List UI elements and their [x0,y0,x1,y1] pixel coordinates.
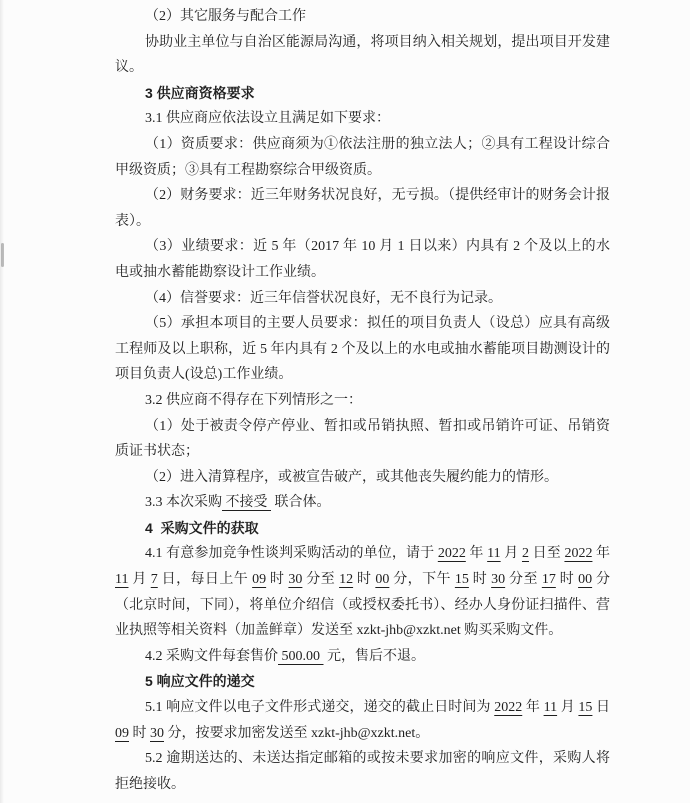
underlined-text: 500.00 [278,648,324,664]
text-run: 5.2 逾期送达的、未送达指定邮箱的或按未要求加密的响应文件，采购人将拒绝接收。 [115,751,610,792]
underlined-text: 11 [543,700,558,716]
underlined-text: 30 [150,725,164,741]
underlined-text: 00 [375,572,390,588]
text-run: （2）进入清算程序，或被宣告破产，或其他丧失履约能力的情形。 [145,469,558,485]
text-run: 日 [592,700,614,716]
underlined-text: 11 [115,572,129,588]
text-run: （4）信誉要求：近三年信誉状况良好，无不良行为记录。 [145,290,502,306]
text-run: 3.3 本次采购 [145,495,222,511]
text-run: 分（北京时间，下同），将单位介绍信（或授权委托书）、经办人身份证扫描件、营业执照等相关资料（加盖鲜章）发送至 xzkt-jhb@xzkt.net 购买采购文件。 [115,572,611,639]
underlined-text: 2 [521,546,529,562]
text-run: 3.1 供应商应依法设立且满足如下要求： [145,111,390,127]
underlined-text: 15 [454,572,469,588]
paragraph [115,541,614,643]
paragraph [115,4,610,30]
text-run: 3 供应商资格要求 [145,84,255,101]
underlined-text: 12 [339,572,354,588]
underlined-text: 7 [150,572,158,588]
paragraph [115,644,610,670]
text-run: 元，售后不退。 [323,648,425,664]
text-run: 月 [557,700,579,716]
text-run: （5）承担本项目的主要人员要求：拟任的项目负责人（设总）应具有高级工程师及以上职称，近 5 年内具有 2 个及以上的水电或抽水蓄能项目勘测设计的项目负责人(设总)工作业绩。 [115,316,610,383]
text-run: （2）其它服务与配合工作 [145,9,306,24]
scan-artifact [1,243,4,267]
paragraph [115,388,610,414]
text-run: 年 [522,700,544,716]
text-run: 时 [266,572,289,588]
text-run: 4 采购文件的获取 [145,519,259,536]
paragraph [115,414,610,465]
paragraph [115,490,610,516]
underlined-text: 30 [491,572,506,588]
paragraph [115,106,610,132]
text-run: 时 [353,572,376,588]
underlined-text: 2022 [564,546,593,562]
paragraph [115,234,610,285]
text-run: 5 响应文件的递交 [145,673,255,690]
underlined-text: 不接受 [222,495,271,511]
text-run: 分至 [302,572,340,588]
text-run: （1）资质要求：供应商须为①依法注册的独立法人；②具有工程设计综合甲级资质；③具有工程勘察综合甲级资质。 [115,136,610,178]
document-content [115,4,614,797]
paragraph [115,746,610,797]
underlined-text: 17 [541,572,556,588]
underlined-text: 15 [578,700,593,716]
section-heading [115,81,610,107]
text-run: 时 [129,725,150,741]
underlined-text: 11 [487,546,501,562]
text-run: 联合体。 [271,495,331,511]
section-heading [115,516,610,542]
text-run: 分，下午 [389,572,455,588]
text-run: 时 [555,572,579,588]
text-run: 年 [592,546,614,562]
text-run: 分至 [505,572,542,588]
text-run: 月 [500,546,522,562]
text-run: 月 [128,572,151,588]
paragraph [115,30,610,81]
section-heading [115,669,610,695]
underlined-text: 2022 [494,700,523,716]
text-run: 分，按要求加密发送至 xzkt-jhb@xzkt.net。 [164,725,430,741]
text-run: 日至 [528,546,565,562]
underlined-text: 09 [252,572,267,588]
text-run: 4.2 采购文件每套售价 [145,648,278,664]
text-run: （2）财务要求：近三年财务状况良好，无亏损。（提供经审计的财务会计报表）。 [115,188,610,229]
paragraph [115,286,610,312]
text-run: 5.1 响应文件以电子文件形式递交，递交的截止日时间为 [145,700,495,716]
paragraph [115,695,614,746]
underlined-text: 00 [578,572,593,588]
paragraph [115,311,610,388]
text-run: （1）处于被责令停产停业、暂扣或吊销执照、暂扣或吊销许可证、吊销资质证书状态； [115,418,610,460]
page-edge-shadow [0,0,4,803]
text-run: 4.1 有意参加竞争性谈判采购活动的单位，请于 [145,546,438,562]
text-run: （3）业绩要求：近 5 年（2017 年 10 月 1 日以来）内具有 2 个及以上的水电或抽水蓄能勘察设计工作业绩。 [115,239,610,280]
paragraph [115,183,610,234]
text-run: 3.2 供应商不得存在下列情形之一： [145,392,362,408]
paragraph [115,465,610,491]
paragraph [115,132,610,183]
text-run: 时 [468,572,492,588]
text-run: 日，每日上午 [157,572,253,588]
underlined-text: 2022 [437,546,466,562]
underlined-text: 09 [115,725,129,741]
text-run: 年 [465,546,488,562]
text-run: 协助业主单位与自治区能源局沟通，将项目纳入相关规划，提出项目开发建议。 [115,34,610,76]
underlined-text: 30 [288,572,303,588]
